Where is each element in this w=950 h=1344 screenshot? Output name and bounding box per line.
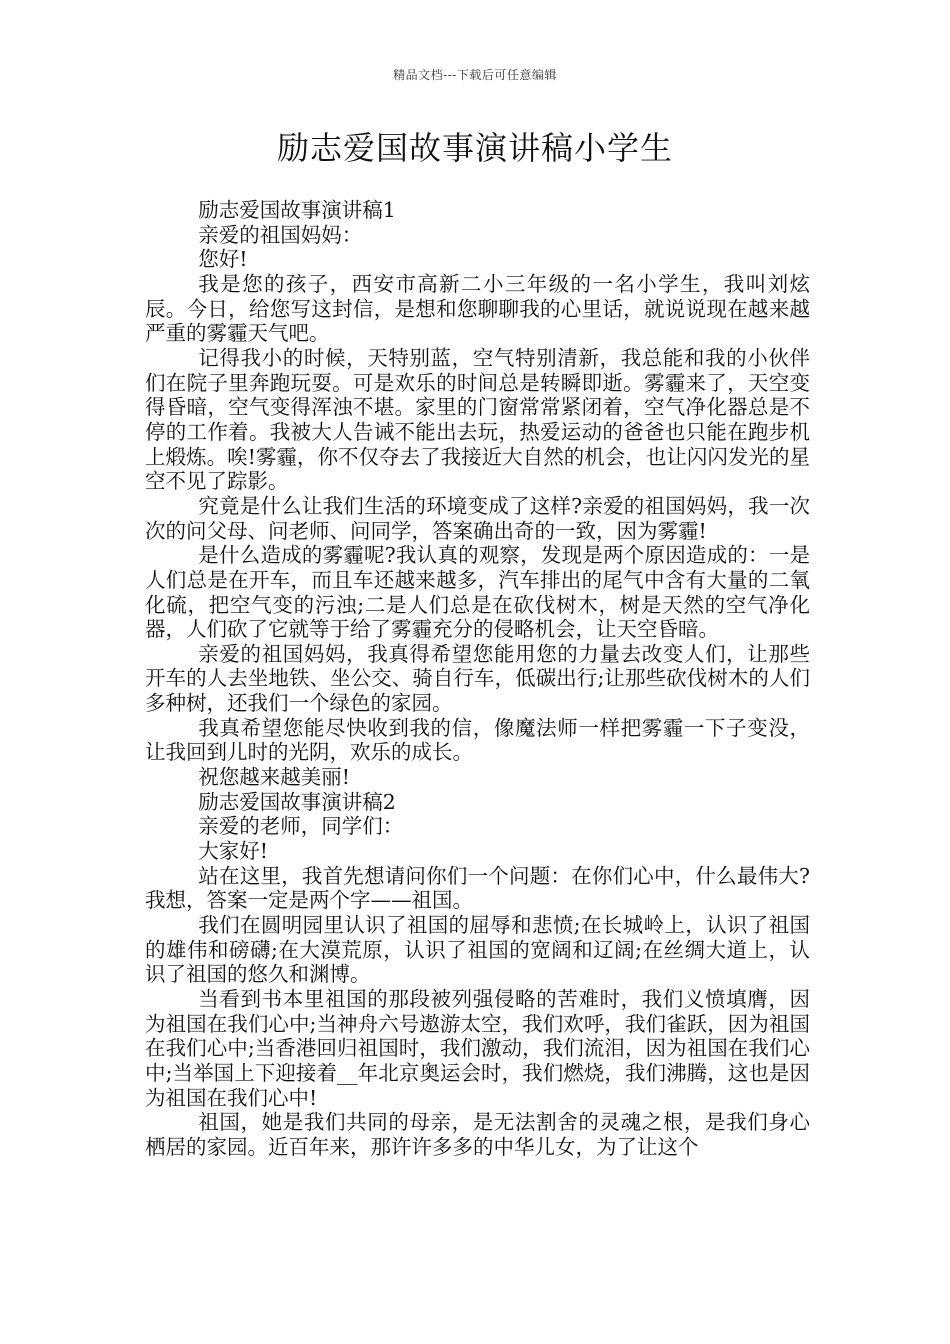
paragraph: 当看到书本里祖国的那段被列强侵略的苦难时，我们义愤填膺，因为祖国在我们心中;当神舟六号遨游太空，我们欢呼，我们雀跃，因为祖国在我们心中;当香港回归祖国时，我们激动，我们流泪，因为祖国在我们心中;当举国上下迎接着__年北京奥运会时，我们燃烧，我们沸腾，这也是因为祖国在我们心中! (145, 987, 810, 1110)
paragraph: 励志爱国故事演讲稿1 (198, 198, 396, 222)
paragraph: 亲爱的祖国妈妈，我真得希望您能用您的力量去改变人们，让那些开车的人去坐地铁、坐公交、骑自行车，低碳出行;让那些砍伐树木的人们多种树，还我们一个绿色的家园。 (145, 641, 810, 716)
paragraph: 亲爱的老师，同学们： (198, 814, 404, 839)
paragraph: 祝您越来越美丽! (198, 765, 351, 790)
paragraph: 您好! (198, 247, 248, 272)
paragraph: 我们在圆明园里认识了祖国的屈辱和悲愤;在长城岭上，认识了祖国的雄伟和磅礴;在大漠荒原，认识了祖国的宽阔和辽阔;在丝绸大道上，认识了祖国的悠久和渊博。 (145, 913, 810, 987)
paragraph: 祖国，她是我们共同的母亲，是无法割舍的灵魂之根，是我们身心栖居的家园。近百年来，那许许多多的中华儿女，为了让这个 (145, 1110, 810, 1159)
paragraph: 究竟是什么让我们生活的环境变成了这样?亲爱的祖国妈妈，我一次次的问父母、问老师、问同学，答案确出奇的一致，因为雾霾! (145, 493, 810, 543)
paragraph: 亲爱的祖国妈妈： (198, 222, 363, 247)
paragraph: 是什么造成的雾霾呢?我认真的观察，发现是两个原因造成的：一是人们总是在开车，而且车还越来越多，汽车排出的尾气中含有大量的二氧化硫，把空气变的污浊;二是人们总是在砍伐树木，树是天然的空气净化器，人们砍了它就等于给了雾霾充分的侵略机会，让天空昏暗。 (145, 543, 810, 642)
paragraph: 励志爱国故事演讲稿2 (198, 789, 396, 814)
paragraph: 站在这里，我首先想请问你们一个问题：在你们心中，什么最伟大?我想，答案一定是两个字——祖国。 (145, 863, 810, 913)
paragraph: 我真希望您能尽快收到我的信，像魔法师一样把雾霾一下子变没，让我回到儿时的光阴，欢乐的成长。 (145, 715, 810, 765)
document-body (145, 198, 810, 1160)
paragraph: 大家好! (198, 839, 269, 864)
paragraph: 我是您的孩子，西安市高新二小三年级的一名小学生，我叫刘炫辰。今日，给您写这封信，是想和您聊聊我的心里话，就说说现在越来越严重的雾霾天气吧。 (145, 271, 810, 346)
document-title: 励志爱国故事演讲稿小学生 (276, 129, 673, 167)
page-header-note: 精品文档---下载后可任意编辑 (393, 68, 557, 82)
paragraph: 记得我小的时候，天特别蓝，空气特别清新，我总能和我的小伙伴们在院子里奔跑玩耍。可是欢乐的时间总是转瞬即逝。雾霾来了，天空变得昏暗，空气变得浑浊不堪。家里的门窗常常紧闭着，空气净化器总是不停的工作着。我被大人告诫不能出去玩，热爱运动的爸爸也只能在跑步机上煅炼。唉!雾霾，你不仅夺去了我接近大自然的机会，也让闪闪发光的星空不见了踪影。 (145, 345, 810, 494)
